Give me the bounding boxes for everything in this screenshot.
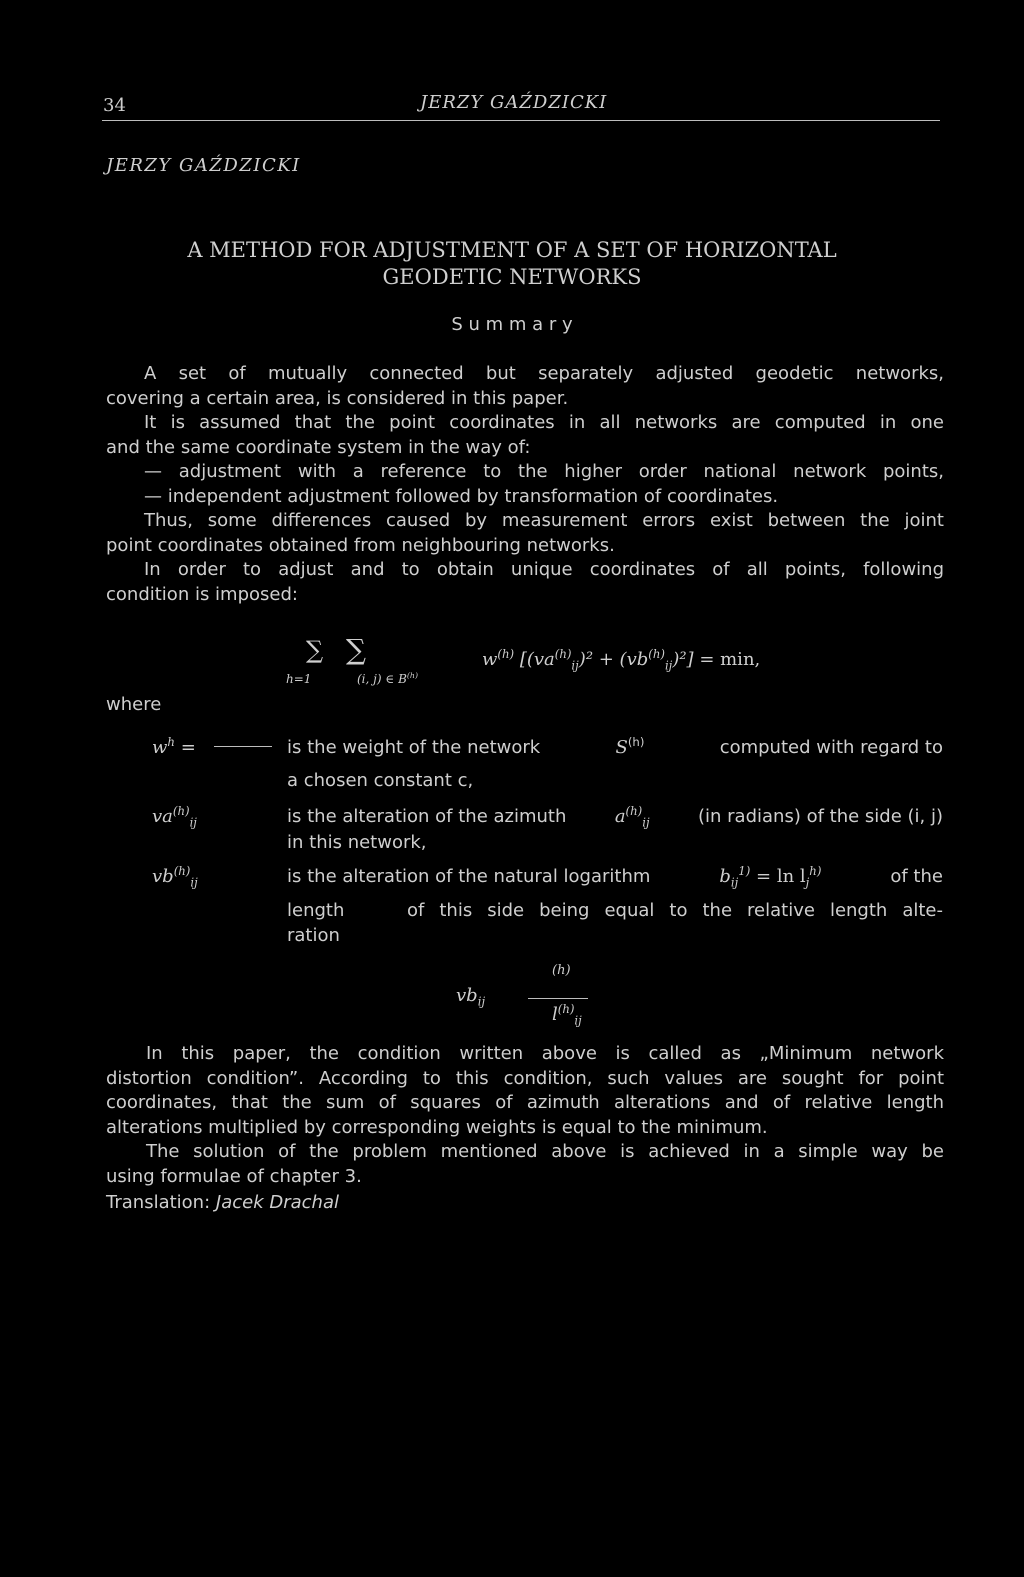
closing-line: distortion condition”. According to this condition, such values are sought for point (106, 1067, 944, 1089)
assumption-line-2: and the same coordinate system in the way of: (106, 436, 531, 458)
page-number: 34 (103, 95, 126, 116)
closing-line: In this paper, the condition written above is called as „Minimum network (146, 1043, 944, 1064)
def-vb-symbol: $vb^{(h)}_{ij}$ (152, 864, 198, 890)
def-weight-line-1: is the weight of the network $S^{(h)}$ computed with regard to (287, 735, 943, 758)
outer-sum-symbol: ∑ (306, 636, 324, 664)
def-weight-line-2: a chosen constant c, (287, 770, 474, 791)
def-va-symbol: $va^{(h)}_{ij}$ (152, 804, 197, 830)
outer-sum-lower-limit: h=1 (286, 672, 312, 686)
assumption-paragraph (106, 411, 944, 460)
def-va-line-2: in this network, (287, 832, 427, 853)
fraction-lhs: $vb_{ij}$ (456, 985, 486, 1009)
condition-line-2: condition is imposed: (106, 583, 298, 605)
differences-line-1: Thus, some differences caused by measurement errors exist between the joint (144, 510, 944, 531)
intro-line-1: A set of mutually connected but separately adjusted geodetic networks, (144, 363, 944, 384)
list-item: — independent adjustment followed by transformation of coordinates. (144, 485, 779, 507)
header-rule (102, 120, 940, 121)
differences-line-2: point coordinates obtained from neighbouring networks. (106, 534, 615, 556)
def-vb-line-2a: length (287, 900, 345, 921)
assumption-line-1: It is assumed that the point coordinates in all networks are computed in one (144, 412, 944, 433)
inner-sum-symbol: ∑ (346, 633, 366, 666)
where-label: where (106, 694, 162, 715)
differences-paragraph (106, 509, 944, 558)
closing-line: coordinates, that the sum of squares of azimuth alterations and of relative length (106, 1092, 944, 1113)
fraction-numerator: (h) (552, 963, 571, 978)
fraction-bar (528, 998, 588, 999)
condition-line-1: In order to adjust and to obtain unique coordinates of all points, following (144, 559, 944, 580)
list-item: — adjustment with a reference to the higher order national network points, (144, 461, 944, 482)
method-list (106, 460, 944, 509)
intro-line-2: covering a certain area, is considered in this paper. (106, 387, 569, 409)
condition-paragraph (106, 558, 944, 607)
title-line-1: A METHOD FOR ADJUSTMENT OF A SET OF HORIZONTAL (187, 238, 837, 262)
def-weight-symbol: $w^h$ = (152, 735, 196, 758)
summary-heading: S u m m a r y (451, 314, 573, 335)
fraction-denominator: $l^{(h)}_{ij}$ (552, 1002, 582, 1028)
author-name: JERZY GAŹDZICKI (106, 155, 301, 176)
title-line-2: GEODETIC NETWORKS (382, 265, 642, 289)
running-head: JERZY GAŹDZICKI (420, 92, 608, 113)
def-weight-dash (214, 746, 272, 747)
closing-line: using formulae of chapter 3. (106, 1165, 362, 1187)
closing-paragraph (106, 1042, 944, 1189)
inner-sum-lower-limit: (i, j) ∈ $B^{(h)}$ (357, 671, 418, 686)
formula-body: $w^{(h)}$ $[(va^{(h)}_{ij})^2 + (vb^{(h)}_{ij})^2] = \min$, (482, 647, 761, 673)
closing-line: The solution of the problem mentioned above is achieved in a simple way be (146, 1141, 944, 1162)
def-va-line-1: is the alteration of the azimuth $a^{(h)}_{ij}$ (in radians) of the side (i, j) (287, 804, 943, 830)
def-vb-line-1: is the alteration of the natural logarithm $b_{ij}^{1)} = \ln l_j^{h)}$ of the (287, 864, 943, 890)
closing-line: alterations multiplied by corresponding weights is equal to the minimum. (106, 1116, 768, 1138)
intro-paragraph (106, 362, 944, 411)
def-vb-line-2b: of this side being equal to the relative length alte- (407, 900, 943, 921)
translation-credit: Translation: Jacek Drachal (106, 1192, 339, 1213)
translator-name: Jacek Drachal (215, 1192, 339, 1213)
def-vb-line-3: ration (287, 925, 340, 946)
